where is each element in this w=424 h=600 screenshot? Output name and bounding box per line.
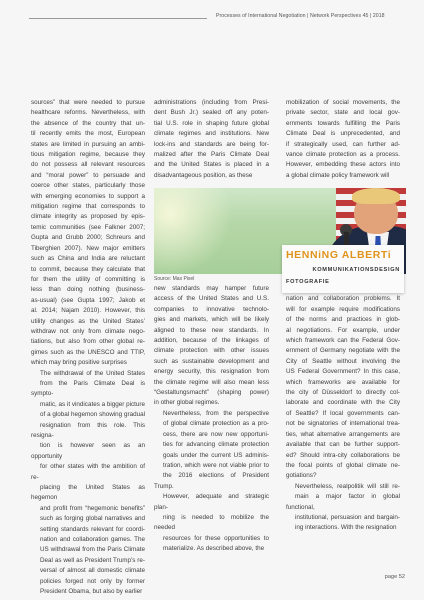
text-line: in other global regimes. [154,399,220,407]
text-line: Nevertheless, realpolitik will still re- [295,482,400,490]
text-line: ed? Should intra-city collaborations be [286,451,400,459]
text-line: placing the United States as hegemon [31,484,145,502]
text-line: tial U.S. role in shaping future global [154,119,269,127]
text-line: ties, what alternative arrangements are [286,430,400,438]
text-line: ernment of Germany negotiate with the [286,347,400,355]
text-line: ties for advancing climate protection [163,441,269,449]
col2-paragraph-1 [154,284,269,409]
text-line: with emerging economies to support a [31,192,145,200]
text-line: setting standards relevant for coordi- [40,525,145,533]
text-line: for them the utility of committing is [31,275,145,283]
text-line: disadvantageous position, as these [154,171,253,179]
text-line: of Seattle? If local governments can- [286,409,400,417]
text-line: healthcare reforms. Nevertheless, with [31,109,145,117]
text-line: as-usual) (see Gupta 1997; Jakob et [31,296,145,304]
text-line: if strategically used, can further ad- [286,140,400,148]
text-line: vance climate protection as a process. [286,151,400,159]
text-line: do not possess all relevant resources [31,161,145,169]
text-line: aligned to these new standards. In [154,326,269,334]
column-2-top [154,98,269,181]
text-line: lock-ins and standards are being for- [154,140,269,148]
text-line: US withdrawal from the Paris Climate [40,546,145,554]
text-line: companies to innovative technolo- [154,305,269,313]
logo-name: HENNiNG ALBERTi [286,249,392,261]
text-line: policies forged not only by former [40,577,145,585]
text-line: matic, as it vindicates a bigger picture [40,400,145,408]
logo-tagline-1: KOMMUNIKATIONSDESIGN [312,267,400,273]
text-line: resignation from this role. This resigna- [31,421,145,439]
advertiser-logo-card [282,245,404,293]
text-line: However, embedding these actors into [286,161,400,169]
text-line: mitigation regime that corresponds to [31,203,145,211]
text-line: malized after the Paris Climate Deal [154,151,269,159]
text-line: the climate regime will also mean less [154,378,269,386]
text-line: Nevertheless, from the perspective [163,409,269,417]
text-line: and the United States is placed in a [154,161,269,169]
text-line: the 2016 elections of President Trump. [154,472,269,490]
text-line: to commit, because they calculate that [31,265,145,273]
running-head: Processes of International Negotiation | Network Perspectives 45 | 2018 [216,13,385,19]
text-line: available that can be further support- [286,441,400,449]
text-line: ing interactions. With the resignation [295,524,397,532]
text-line: states are limited in pursuing an ambi- [31,140,145,148]
text-line: of a global hegemon showing gradual [40,411,145,419]
text-line: gies and markets, which will be likely [154,316,269,324]
text-line: which framework can the Federal Gov- [286,337,400,345]
text-line: tiations, but also from other global re- [31,338,145,346]
photo-background-glow [154,188,234,274]
text-line: Gupta and Grubb 2000; Schreurs and [31,234,145,242]
text-line: President Obama, but also by earlier [40,588,143,596]
text-line: US Federal Government? In this case, [286,368,400,376]
text-line: which may bring positive surprises [31,359,127,367]
text-line: such as forging global narratives and [40,515,145,523]
text-line: resources for these opportunities to [163,534,269,542]
text-line: administrations (including from Presi- [154,99,269,106]
column-3-bottom [286,284,400,534]
col3-paragraph-top [286,98,400,181]
text-line: addition, because of the linkages of [154,337,269,345]
col3-paragraph-2 [286,482,400,534]
text-line: tration, which were not viable prior to [163,461,269,469]
text-line: not be signatories of international trea- [286,420,400,428]
text-line: “Gestaltungsmacht” (shaping power) [154,389,269,397]
text-line: access of the United States and U.S. [154,295,269,303]
text-line: cess, there are now new opportuni- [163,430,269,438]
text-line: mobilization of social movements, the [286,99,400,106]
text-line: new standards may hamper future [154,285,269,292]
page-number: page 52 [384,574,405,580]
text-line: which frameworks are available for [286,378,400,386]
text-line: and “moral power” to persuade and [31,171,145,179]
text-line: The withdrawal of the United States [40,369,145,377]
text-line: private sector, state and local gov- [286,109,400,117]
text-line: laborate and coordinate with the City [286,399,400,407]
text-line: climate integrity as proposed by epis- [31,213,145,221]
text-line: the absence of the country that un- [31,119,145,127]
col2-paragraph-top [154,98,269,181]
text-line: climate protection with other issues [154,347,269,355]
text-line: utility changes as the United States’ [31,317,145,325]
col2-paragraph-2 [154,409,269,555]
text-line: such as sustainable development and [154,357,269,365]
col1-paragraph-1 [31,98,145,369]
text-line: will for example require modifications [286,305,400,313]
text-line: nation and collaboration games. The [40,536,145,544]
speaker-hair [352,188,400,204]
text-line: Tiberghien 2007). New major emitters [31,244,145,252]
col1-paragraph-2 [31,369,145,598]
text-line: temic communities (see Falkner 2007; [31,223,145,231]
text-line: climate regimes and institutions. New [154,130,269,138]
text-line: the city of Düsseldorf to directly col- [286,389,400,397]
text-line: gimes such as the UNESCO and TTIP, [31,348,145,356]
text-line: ning is needed to mobilize the needed [154,513,269,532]
header-rule [29,18,207,19]
text-line: such as China and India are reluctant [31,255,145,263]
text-line: goals under the current US adminis- [163,451,269,459]
text-line: materialize. As described above, the [163,545,265,553]
text-line: withdraw not only from climate nego- [31,327,145,335]
text-line: versal of almost all domestic climate [40,567,145,575]
column-2-bottom [154,284,269,555]
text-line: from the Paris Climate Deal is sympto- [31,379,145,398]
col3-paragraph-1 [286,284,400,482]
text-line: a global climate policy framework will [286,171,390,179]
text-line: main a major factor in global functional, [286,493,400,511]
text-line: Deal as well as President Trump’s re- [40,556,145,564]
text-line: of the norms and practices in glob- [286,316,400,324]
text-line: dent Bush Jr.) sealed off any poten- [154,109,269,117]
text-line: of global climate protection as a pro- [163,420,269,428]
text-line: less than doing nothing (business- [31,286,145,294]
text-line: al negotiations. For example, under [286,326,400,334]
text-line: sources” that were needed to pursue [31,99,145,106]
text-line: However, adequate and strategic plan- [154,493,269,511]
text-line: tious mitigation regime, because they [31,151,145,159]
text-line: institutional, persuasion and bargain- [295,513,400,521]
text-line: Climate Deal is unprecedented, and [286,130,400,138]
column-1 [31,98,145,598]
text-line: al. 2014; Najam 2010). However, this [31,307,145,315]
text-line: ernments towards fulfilling the Paris [286,119,400,127]
text-line: nation and collaboration problems. It [286,295,400,303]
text-line: til recently emits the most, European [31,130,145,138]
text-line: gotiations? [286,472,317,480]
text-line: tion is however seen as an opportunity [31,442,145,460]
text-line: coerce other states, particularly those [31,182,145,190]
text-line: for other states with the ambition of re- [31,463,145,481]
text-line: and profit from “hegemonic benefits” [40,504,145,512]
text-line: the focal points of global climate ne- [286,461,400,469]
photo-caption: Source: Max Pixel [154,276,195,282]
text-line: City of Seattle without involving the [286,357,400,365]
logo-tagline-2: FOTOGRAFIE [286,279,330,285]
column-3-top [286,98,400,181]
text-line: energy security, this resignation from [154,368,269,376]
